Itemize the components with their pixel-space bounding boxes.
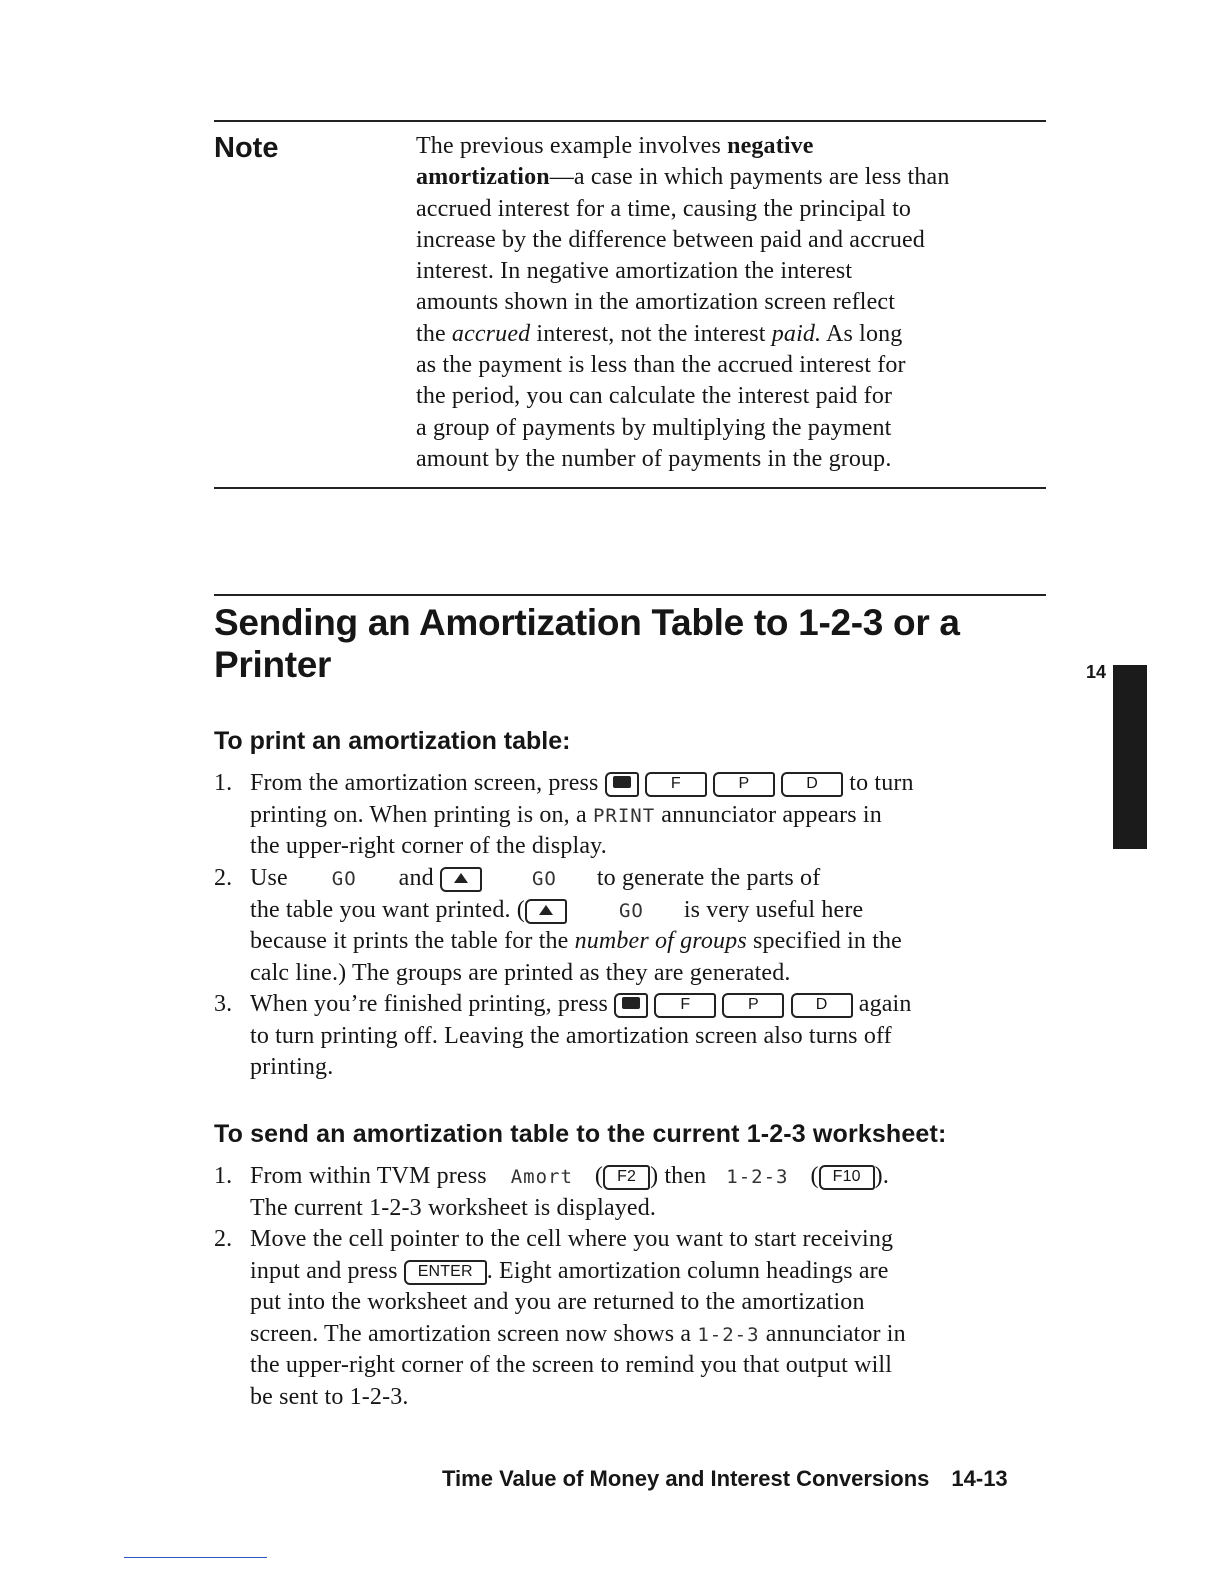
p-key: P bbox=[713, 772, 775, 797]
enter-key: ENTER bbox=[404, 1260, 487, 1285]
step-line: calc line.) The groups are printed as they are generated. bbox=[250, 959, 791, 986]
step-line: the table you want printed. ( GO is very useful here bbox=[250, 896, 864, 923]
note-body bbox=[416, 131, 1056, 475]
step-line: input and press ENTER . Eight amortization column headings are bbox=[250, 1257, 889, 1284]
amort-menu-label: Amort bbox=[510, 1166, 573, 1188]
step-number: 1. bbox=[214, 1163, 233, 1189]
note-line: the period, you can calculate the interest paid for bbox=[416, 383, 893, 410]
send-heading: To send an amortization table to the current 1-2-3 worksheet: bbox=[214, 1120, 947, 1148]
step-number: 1. bbox=[214, 770, 233, 796]
note-label: Note bbox=[214, 132, 279, 164]
step-line: put into the worksheet and you are returned to the amortization bbox=[250, 1289, 865, 1315]
step-line: printing. bbox=[250, 1054, 334, 1080]
step-line: From within TVM press Amort ( F2 ) then 1-2-3 ( F10 ). bbox=[250, 1163, 889, 1189]
note-line: interest. In negative amortization the interest bbox=[416, 258, 853, 285]
section-title bbox=[214, 602, 1044, 686]
f2-key: F2 bbox=[603, 1165, 650, 1190]
note-bottom-rule bbox=[214, 487, 1046, 489]
d-key: D bbox=[781, 772, 843, 797]
go-menu-label: GO bbox=[331, 868, 357, 890]
step-line: printing on. When printing is on, a PRINT annunciator appears in bbox=[250, 801, 882, 828]
step-line: the upper-right corner of the display. bbox=[250, 833, 607, 859]
note-line: as the payment is less than the accrued interest for bbox=[416, 352, 906, 379]
print-heading: To print an amortization table: bbox=[214, 727, 571, 755]
chapter-tab-number: 14 bbox=[1086, 662, 1107, 682]
step-line: Use GO and GO to generate the parts of bbox=[250, 865, 821, 891]
step-number: 2. bbox=[214, 865, 233, 891]
d-key: D bbox=[791, 993, 853, 1018]
page-number: 14-13 bbox=[951, 1466, 1008, 1491]
step-line: screen. The amortization screen now shows a 1-2-3 annunciator in bbox=[250, 1320, 906, 1347]
note-line: amortization—a case in which payments are less than bbox=[416, 164, 950, 191]
step-line: The current 1-2-3 worksheet is displayed. bbox=[250, 1194, 657, 1221]
go-menu-label: GO bbox=[618, 899, 644, 922]
footer-title: Time Value of Money and Interest Conversions bbox=[442, 1466, 930, 1491]
step-number: 2. bbox=[214, 1226, 233, 1252]
note-line: the accrued interest, not the interest paid. As long bbox=[416, 320, 903, 347]
f10-key: F10 bbox=[819, 1165, 875, 1190]
f-key: F bbox=[645, 772, 707, 797]
f-key: F bbox=[654, 993, 716, 1018]
chapter-tab-bar bbox=[1113, 665, 1147, 849]
section-title-line: Printer bbox=[214, 644, 332, 685]
step-line: because it prints the table for the number of groups specified in the bbox=[250, 928, 902, 954]
step-line: From the amortization screen, press F P D to turn bbox=[250, 770, 914, 796]
shift-key bbox=[525, 899, 567, 924]
section-top-rule bbox=[214, 594, 1046, 596]
note-top-rule bbox=[214, 120, 1046, 122]
step-line: the upper-right corner of the screen to remind you that output will bbox=[250, 1352, 893, 1378]
section-title-line: Sending an Amortization Table to 1-2-3 or a bbox=[214, 602, 960, 643]
shift-up-icon bbox=[454, 873, 468, 883]
shift-key bbox=[440, 867, 482, 892]
print-annunciator: PRINT bbox=[592, 804, 656, 827]
shift-up-icon bbox=[539, 905, 553, 915]
note-line: a group of payments by multiplying the payment bbox=[416, 414, 892, 441]
note-line: amount by the number of payments in the group. bbox=[416, 445, 892, 472]
step-line: be sent to 1-2-3. bbox=[250, 1383, 409, 1410]
note-line: amounts shown in the amortization screen reflect bbox=[416, 289, 896, 316]
note-line: accrued interest for a time, causing the principal to bbox=[416, 195, 912, 222]
note-line: increase by the difference between paid and accrued bbox=[416, 226, 925, 253]
blue-shift-key bbox=[614, 993, 648, 1018]
scan-edge-line bbox=[124, 1557, 267, 1558]
step-line: to turn printing off. Leaving the amortization screen also turns off bbox=[250, 1022, 892, 1049]
blue-shift-key bbox=[605, 772, 639, 797]
note-line: The previous example involves negative bbox=[416, 133, 814, 159]
menu-1-2-3-label: 1-2-3 bbox=[726, 1166, 789, 1188]
step-number: 3. bbox=[214, 991, 233, 1017]
annunciator-1-2-3: 1-2-3 bbox=[697, 1323, 760, 1346]
go-menu-label: GO bbox=[531, 868, 557, 890]
step-line: When you’re finished printing, press F P D again bbox=[250, 991, 912, 1017]
page-footer bbox=[442, 1466, 1008, 1492]
step-line: Move the cell pointer to the cell where you want to start receiving bbox=[250, 1226, 894, 1252]
p-key: P bbox=[722, 993, 784, 1018]
